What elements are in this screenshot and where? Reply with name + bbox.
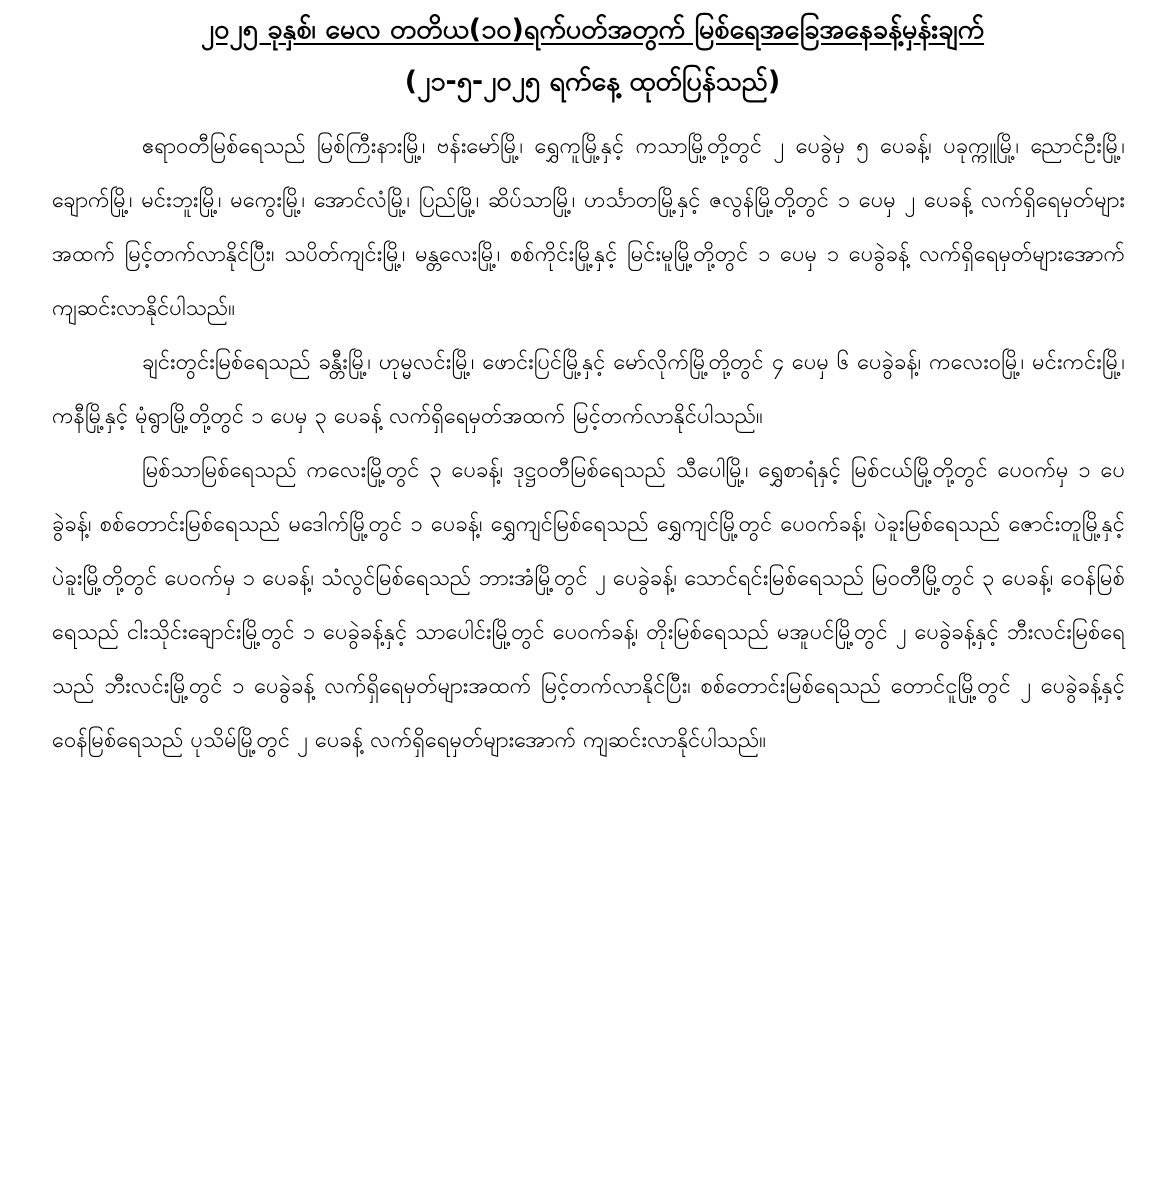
- document-title-text: ၂၀၂၅ ခုနှစ်၊ မေလ တတိယ(၁၀)ရက်ပတ်အတွက် မြစ်ရေအခြေအနေခန့်မှန်းချက်: [200, 14, 985, 45]
- paragraph-other-rivers: မြစ်သာမြစ်ရေသည် ကလေးမြို့တွင် ၃ ပေခန့်၊ ဒုဋ္ဌဝတီမြစ်ရေသည် သီပေါမြို့၊ ရွှေစာရံနှင့် မြစ်ငယ်မြို့တို့တွင် ပေဝက်မှ ၁ ပေခွဲခန့်၊ စစ်တောင်းမြစ်ရေသည် မဒေါက်မြို့တွင် ၁ ပေခန့်၊ ရွှေကျင်မြစ်ရေသည် ရွှေကျင်မြို့တွင် ပေဝက်ခန့်၊ ပဲခူးမြစ်ရေသည် ဇောင်းတူမြို့နှင့် ပဲခူးမြို့တို့တွင် ပေဝက်မှ ၁ ပေခန့်၊ သံလွင်မြစ်ရေသည် ဘားအံမြို့တွင် ၂ ပေခွဲခန့်၊ သောင်ရင်းမြစ်ရေသည် မြဝတီမြို့တွင် ၃ ပေခန့်၊ ဝေန်မြစ်ရေသည် ငါးသိုင်းချောင်းမြို့တွင် ၁ ပေခွဲခန့်နှင့် သာပေါင်းမြို့တွင် ပေဝက်ခန့်၊ တိုးမြစ်ရေသည် မအူပင်မြို့တွင် ၂ ပေခွဲခန့်နှင့် ဘီးလင်းမြစ်ရေသည် ဘီးလင်းမြို့တွင် ၁ ပေခွဲခန့် လက်ရှိရေမှတ်များအထက် မြင့်တက်လာနိုင်ပြီး၊ စစ်တောင်းမြစ်ရေသည် တောင်ငူမြို့တွင် ၂ ပေခွဲခန့်နှင့် ဝေန်မြစ်ရေသည် ပုသိမ်မြို့တွင် ၂ ပေခန့် လက်ရှိရေမှတ်များအောက် ကျဆင်းလာနိုင်ပါသည်။: [52, 458, 1125, 753]
- document-title: [52, 10, 1125, 50]
- paragraph-chindwin: ချင်းတွင်းမြစ်ရေသည် ခန္တီးမြို့၊ ဟုမ္မလင်းမြို့၊ ဖောင်းပြင်မြို့နှင့် မော်လိုက်မြို့တို့တွင် ၄ ပေမှ ၆ ပေခွဲခန့်၊ ကလေးဝမြို့၊ မင်းကင်းမြို့၊ ကနီမြို့နှင့် မုံရွာမြို့တို့တွင် ၁ ပေမှ ၃ ပေခန့် လက်ရှိရေမှတ်အထက် မြင့်တက်လာနိုင်ပါသည်။: [52, 350, 1125, 429]
- paragraph-irrawaddy: ဧရာဝတီမြစ်ရေသည် မြစ်ကြီးနားမြို့၊ ဗန်းမော်မြို့၊ ရွှေကူမြို့နှင့် ကသာမြို့တို့တွင် ၂ ပေခွဲမှ ၅ ပေခန့်၊ ပခုက္ကူမြို့၊ ညောင်ဦးမြို့၊ ချောက်မြို့၊ မင်းဘူးမြို့၊ မကွေးမြို့၊ အောင်လံမြို့၊ ပြည်မြို့၊ ဆိပ်သာမြို့၊ ဟင်္သာတမြို့နှင့် ဇလွန်မြို့တို့တွင် ၁ ပေမှ ၂ ပေခန့် လက်ရှိရေမှတ်များအထက် မြင့်တက်လာနိုင်ပြီး၊ သပိတ်ကျင်းမြို့၊ မန္တလေးမြို့၊ စစ်ကိုင်းမြို့နှင့် မြင်းမူမြို့တို့တွင် ၁ ပေမှ ၁ ပေခွဲခန့် လက်ရှိရေမှတ်များအောက် ကျဆင်းလာနိုင်ပါသည်။: [52, 134, 1126, 321]
- document-subtitle: (၂၁-၅-၂၀၂၅ ရက်နေ့ ထုတ်ပြန်သည်): [404, 66, 781, 97]
